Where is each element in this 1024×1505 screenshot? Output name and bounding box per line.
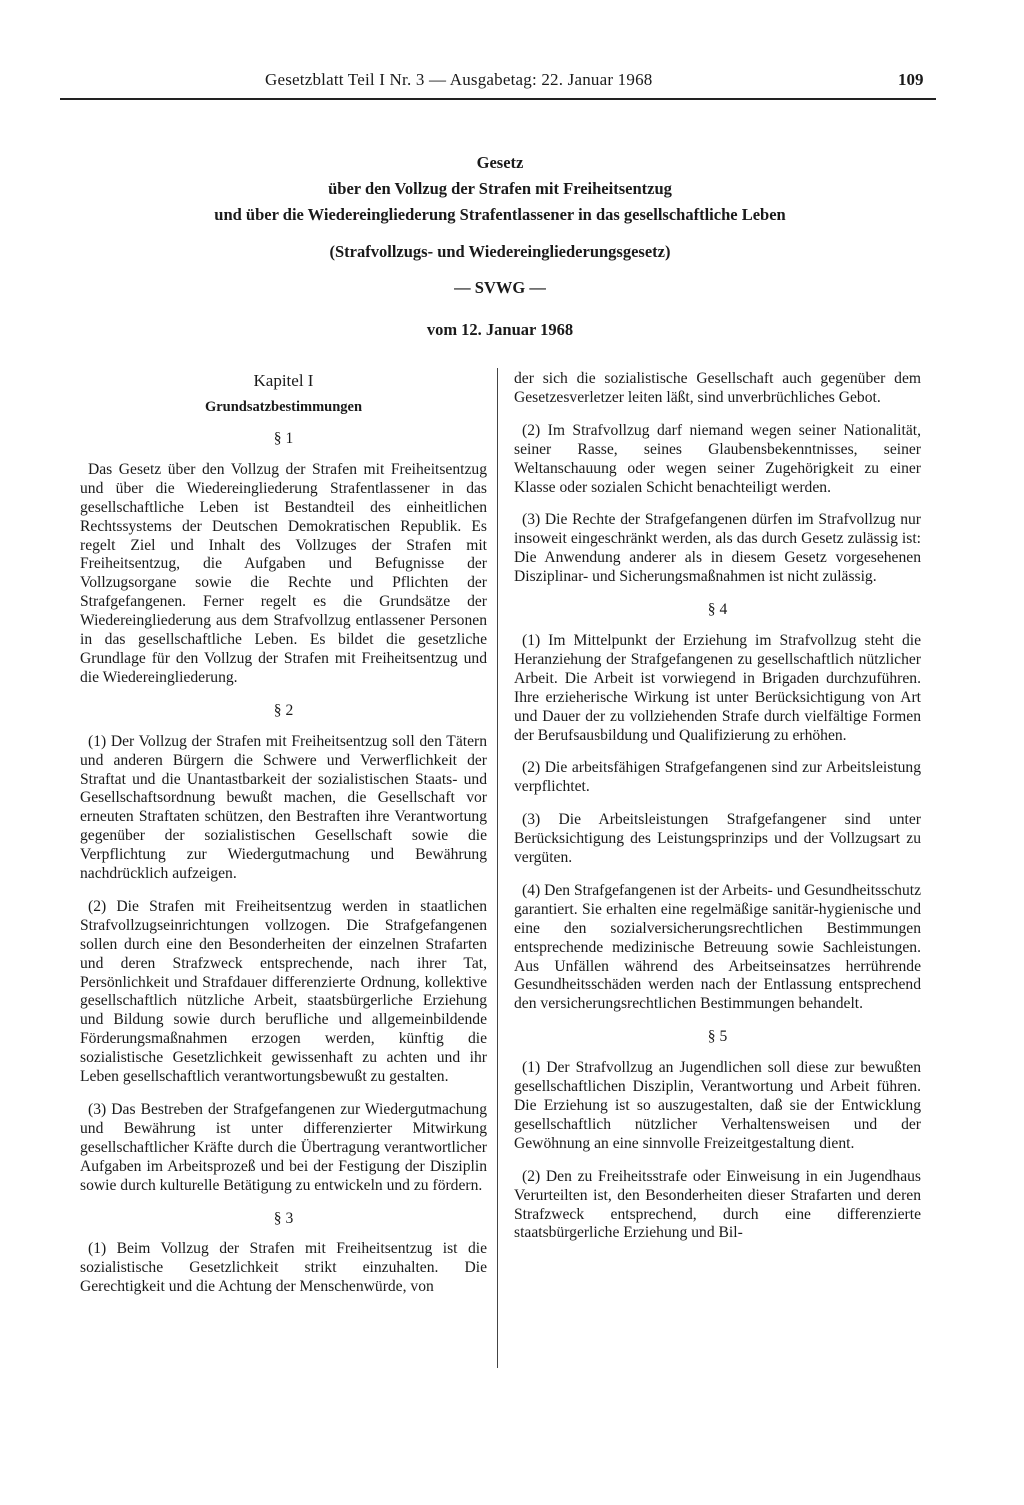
section-4-paragraph-4: (4) Den Strafgefangenen ist der Arbeits- und Gesundheitsschutz garantiert. Sie erhalten eine regelmäßige sanitär-hygienische und eine den sozialversicherungsrechtlichen Bestimmungen entsprechende medizinische Betreuung sowie Sachleistungen. Aus Unfällen während des Arbeitseinsatzes herrührende Gesundheitsschäden werden nach der Entlassung entsprechend den versicherungsrechtlichen Bestimmungen behandelt. xyxy=(514,881,921,1013)
section-4-paragraph-2: (2) Die arbeitsfähigen Strafgefangenen sind zur Arbeitsleistung verpflichtet. xyxy=(514,759,921,796)
column-divider xyxy=(497,368,498,1368)
page-number: 109 xyxy=(898,70,924,89)
section-4-paragraph-3: (3) Die Arbeitsleistungen Strafgefangener sind unter Berücksichtigung des Leistungsprinzips und der Vollzugsart zu vergüten. xyxy=(514,811,921,867)
section-3-paragraph-1: (1) Beim Vollzug der Strafen mit Freiheitsentzug ist die sozialistische Gesetzlichkeit strikt einzuhalten. Die Gerechtigkeit und die Achtung der Menschenwürde, von xyxy=(80,1240,487,1296)
left-column xyxy=(80,370,487,1297)
section-heading-3: § 3 xyxy=(273,1209,294,1227)
section-3-paragraph-1-continued: der sich die sozialistische Gesellschaft auch gegenüber dem Gesetzesverletzer leiten läßt, sind unverbrüchliches Gebot. xyxy=(514,370,921,406)
section-heading-2: § 2 xyxy=(273,701,294,719)
section-5-paragraph-1: (1) Der Strafvollzug an Jugendlichen soll diese zur bewußten gesellschaftlichen Disziplin, Verantwortung und Arbeit führen. Die Erziehung ist so auszugestalten, daß sie der Entwicklung gesellschaftlich nützlicher Verhaltensweisen und der Gewöhnung an eine sinnvolle Freizeitgestaltung dient. xyxy=(514,1059,921,1152)
law-date: vom 12. Januar 1968 xyxy=(426,320,574,339)
section-3-paragraph-2: (2) Im Strafvollzug darf niemand wegen seiner Nationalität, seiner Rasse, seines Glaubensbekenntnisses, seiner Weltanschauung oder wegen seiner Zugehörigkeit zu einer Klasse oder sozialen Schicht benachteiligt werden. xyxy=(514,421,921,496)
section-heading-5: § 5 xyxy=(707,1028,728,1046)
law-short-title: (Strafvollzugs- und Wiedereingliederungsgesetz) xyxy=(329,242,671,261)
section-5-paragraph-2: (2) Den zu Freiheitsstrafe oder Einweisung in ein Jugendhaus Verurteilten ist, den Besonderheiten dieser Strafarten und deren Strafzweck entsprechend, durch eine differenzierte staatsbürgerliche Erziehung und Bil- xyxy=(514,1167,921,1242)
running-head: Gesetzblatt Teil I Nr. 3 — Ausgabetag: 22. Januar 1968 xyxy=(265,70,653,89)
section-4-paragraph-1: (1) Im Mittelpunkt der Erziehung im Strafvollzug steht die Heranziehung der Strafgefangenen zu gesellschaftlich nützlicher Arbeit. Die Arbeit ist vorwiegend in Brigaden durchzuführen. Ihre erzieherische Wirkung ist unter Berücksichtigung von Art und Dauer der zu vollziehenden Strafe durch vielfältige Formen der Berufsausbildung und Qualifizierung zu erhöhen. xyxy=(514,631,921,744)
chapter-title: Grundsatzbestimmungen xyxy=(204,399,363,415)
section-3-paragraph-3: (3) Die Rechte der Strafgefangenen dürfen im Strafvollzug nur insoweit eingeschränkt werden, als das durch Gesetz zulässig ist: Die Anwendung anderer als in diesem Gesetz vorgesehenen Disziplinar- und Sicherungsmaßnahmen ist nicht zulässig. xyxy=(514,511,921,586)
chapter-heading: Kapitel I xyxy=(253,371,314,390)
section-1-text: Das Gesetz über den Vollzug der Strafen mit Freiheitsentzug und über die Wiedereingliederung Strafentlassener in das gesellschaftliche Leben ist Bestandteil des einheitlichen Rechtssystems der Deutschen Demokratischen Republik. Es regelt Ziel und Inhalt des Vollzuges der Strafen mit Freiheitsentzug, die Aufgaben und Befugnisse der Vollzugsorgane sowie die Rechte und Pflichten der Strafgefangenen. Ferner regelt es die Grundsätze der Wiedereingliederung aus dem Strafvollzug entlassener Personen in das gesellschaftliche Leben. Es bildet die gesetzliche Grundlage für den Vollzug der Strafen mit Freiheitsentzug und die Wiedereingliederung. xyxy=(80,460,487,686)
header-rule xyxy=(60,98,936,100)
law-title-line-3: und über die Wiedereingliederung Strafentlassener in das gesellschaftliche Leben xyxy=(214,205,786,224)
law-abbreviation: — SVWG — xyxy=(454,278,546,297)
section-heading-4: § 4 xyxy=(707,601,728,619)
right-column xyxy=(514,370,921,1243)
section-2-paragraph-3: (3) Das Bestreben der Strafgefangenen zur Wiedergutmachung und Bewährung ist unter differenzierter Mitwirkung gesellschaftlicher Kräfte durch die Übertragung verantwortlicher Aufgaben im Arbeitsprozeß und bei der Festigung der Disziplin sowie durch kulturelle Betätigung zu entwickeln und zu fördern. xyxy=(80,1101,487,1194)
law-title: Gesetz xyxy=(476,153,524,172)
section-2-paragraph-2: (2) Die Strafen mit Freiheitsentzug werden in staatlichen Strafvollzugseinrichtungen vollzogen. Die Strafgefangenen sollen durch eine den Besonderheiten der einzelnen Strafarten und deren Strafzweck entsprechende, nach ihrer Tat, Persönlichkeit und Strafdauer differenzierte Ordnung, kollektive gesellschaftlich nützliche Arbeit, staatsbürgerliche Erziehung und Bildung sowie durch berufliche und allgemeinbildende Förderungsmaßnahmen erzogen werden, künftig die sozialistische Gesetzlichkeit gewissenhaft zu achten und ihr Leben gesellschaftlich verantwortungsbewußt zu gestalten. xyxy=(80,897,487,1086)
section-heading-1: § 1 xyxy=(273,430,294,447)
law-title-line-2: über den Vollzug der Strafen mit Freiheitsentzug xyxy=(328,179,672,198)
law-title-block xyxy=(100,150,900,343)
section-2-paragraph-1: (1) Der Vollzug der Strafen mit Freiheitsentzug soll den Tätern und anderen Bürgern die Schwere und Verwerflichkeit der Straftat und die Unantastbarkeit der sozialistischen Staats- und Gesellschaftsordnung bewußt machen, die Gesellschaft vor erneuten Straftaten schützen, den Bestraften ihre Verantwortung gegenüber der sozialistischen Gesellschaft sowie die Verpflichtung zur Wiedergutmachung und Bewährung nachdrücklich aufzeigen. xyxy=(80,732,487,883)
